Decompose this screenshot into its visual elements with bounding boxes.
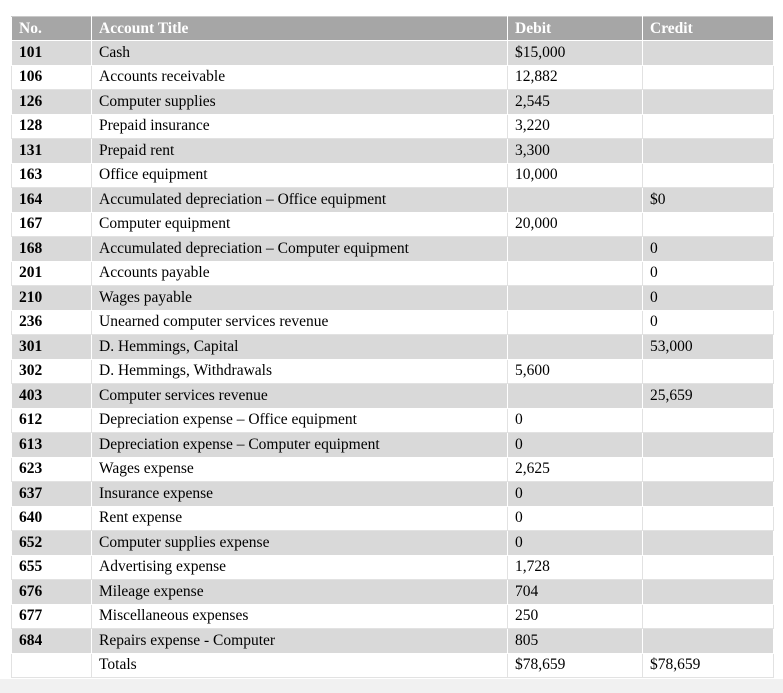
account-title-cell: Totals [92,653,508,678]
account-title-cell: Unearned computer services revenue [92,310,508,335]
account-no-cell: 210 [12,286,92,311]
debit-cell: 2,545 [508,90,643,115]
table-row [12,384,774,409]
credit-cell: 0 [643,286,774,311]
credit-cell [643,41,774,66]
account-title-cell: Depreciation expense – Computer equipment [92,433,508,458]
credit-cell [643,212,774,237]
credit-cell [643,408,774,433]
account-no-cell: 640 [12,506,92,531]
header-debit: Debit [508,17,643,41]
table-row [12,163,774,188]
debit-cell: 2,625 [508,457,643,482]
account-title-cell: Prepaid insurance [92,114,508,139]
account-title-cell: Repairs expense - Computer [92,629,508,654]
debit-cell [508,237,643,262]
debit-cell: 805 [508,629,643,654]
account-title-cell: Mileage expense [92,580,508,605]
debit-cell: 1,728 [508,555,643,580]
credit-cell: 53,000 [643,335,774,360]
account-no-cell: 655 [12,555,92,580]
page-bottom-margin [0,679,783,693]
debit-cell: 3,300 [508,139,643,164]
credit-cell: $0 [643,188,774,213]
header-account-title: Account Title [92,17,508,41]
credit-cell [643,359,774,384]
account-no-cell: 652 [12,531,92,556]
debit-cell: $78,659 [508,653,643,678]
account-no-cell: 167 [12,212,92,237]
account-no-cell: 131 [12,139,92,164]
account-no-cell: 684 [12,629,92,654]
credit-cell [643,482,774,507]
debit-cell [508,261,643,286]
table-row [12,457,774,482]
credit-cell [643,90,774,115]
account-title-cell: Computer services revenue [92,384,508,409]
account-no-cell: 106 [12,65,92,90]
table-row [12,555,774,580]
credit-cell [643,629,774,654]
account-title-cell: Advertising expense [92,555,508,580]
table-row [12,335,774,360]
credit-cell: 0 [643,261,774,286]
account-title-cell: Prepaid rent [92,139,508,164]
credit-cell [643,506,774,531]
debit-cell: 5,600 [508,359,643,384]
table-row [12,139,774,164]
account-no-cell: 613 [12,433,92,458]
table-row [12,653,774,678]
account-title-cell: Wages expense [92,457,508,482]
account-title-cell: Insurance expense [92,482,508,507]
account-title-cell: Accounts payable [92,261,508,286]
credit-cell: $78,659 [643,653,774,678]
credit-cell: 0 [643,237,774,262]
account-no-cell: 403 [12,384,92,409]
table-row [12,188,774,213]
debit-cell: 10,000 [508,163,643,188]
table-row [12,629,774,654]
account-no-cell: 623 [12,457,92,482]
account-title-cell: D. Hemmings, Capital [92,335,508,360]
table-row [12,506,774,531]
debit-cell: 250 [508,604,643,629]
account-no-cell: 302 [12,359,92,384]
account-title-cell: Rent expense [92,506,508,531]
account-title-cell: Wages payable [92,286,508,311]
account-no-cell: 612 [12,408,92,433]
credit-cell [643,604,774,629]
debit-cell: 0 [508,408,643,433]
account-no-cell: 301 [12,335,92,360]
account-no-cell: 101 [12,41,92,66]
header-no: No. [12,17,92,41]
account-no-cell: 637 [12,482,92,507]
debit-cell: 0 [508,433,643,458]
table-row [12,310,774,335]
table-row [12,237,774,262]
account-no-cell: 676 [12,580,92,605]
account-no-cell: 164 [12,188,92,213]
account-title-cell: Computer supplies [92,90,508,115]
table-row [12,482,774,507]
table-row [12,604,774,629]
credit-cell [643,531,774,556]
debit-cell: 0 [508,506,643,531]
account-title-cell: D. Hemmings, Withdrawals [92,359,508,384]
header-credit: Credit [643,17,774,41]
debit-cell: 20,000 [508,212,643,237]
account-title-cell: Accumulated depreciation – Computer equipment [92,237,508,262]
account-no-cell: 128 [12,114,92,139]
account-no-cell: 126 [12,90,92,115]
account-title-cell: Accumulated depreciation – Office equipment [92,188,508,213]
table-row [12,531,774,556]
credit-cell [643,457,774,482]
table-row [12,114,774,139]
credit-cell [643,65,774,90]
account-no-cell: 201 [12,261,92,286]
credit-cell [643,139,774,164]
table-row [12,286,774,311]
debit-cell: 0 [508,482,643,507]
credit-cell: 25,659 [643,384,774,409]
debit-cell [508,286,643,311]
table-row [12,65,774,90]
trial-balance-table [11,16,774,678]
table-row [12,580,774,605]
table-row [12,41,774,66]
account-no-cell: 168 [12,237,92,262]
account-title-cell: Office equipment [92,163,508,188]
table-row [12,408,774,433]
account-no-cell [12,653,92,678]
debit-cell [508,188,643,213]
table-row [12,359,774,384]
credit-cell [643,163,774,188]
account-title-cell: Computer equipment [92,212,508,237]
debit-cell [508,335,643,360]
debit-cell: 704 [508,580,643,605]
header-row [12,17,774,41]
account-title-cell: Cash [92,41,508,66]
credit-cell [643,555,774,580]
debit-cell [508,310,643,335]
account-title-cell: Accounts receivable [92,65,508,90]
credit-cell [643,433,774,458]
debit-cell: 0 [508,531,643,556]
account-title-cell: Miscellaneous expenses [92,604,508,629]
table-row [12,90,774,115]
table-row [12,433,774,458]
table-row [12,212,774,237]
account-no-cell: 677 [12,604,92,629]
account-title-cell: Depreciation expense – Office equipment [92,408,508,433]
credit-cell [643,580,774,605]
account-title-cell: Computer supplies expense [92,531,508,556]
debit-cell: 12,882 [508,65,643,90]
account-no-cell: 236 [12,310,92,335]
trial-balance-table-container [11,16,773,678]
credit-cell: 0 [643,310,774,335]
debit-cell [508,384,643,409]
table-row [12,261,774,286]
account-no-cell: 163 [12,163,92,188]
debit-cell: 3,220 [508,114,643,139]
credit-cell [643,114,774,139]
debit-cell: $15,000 [508,41,643,66]
